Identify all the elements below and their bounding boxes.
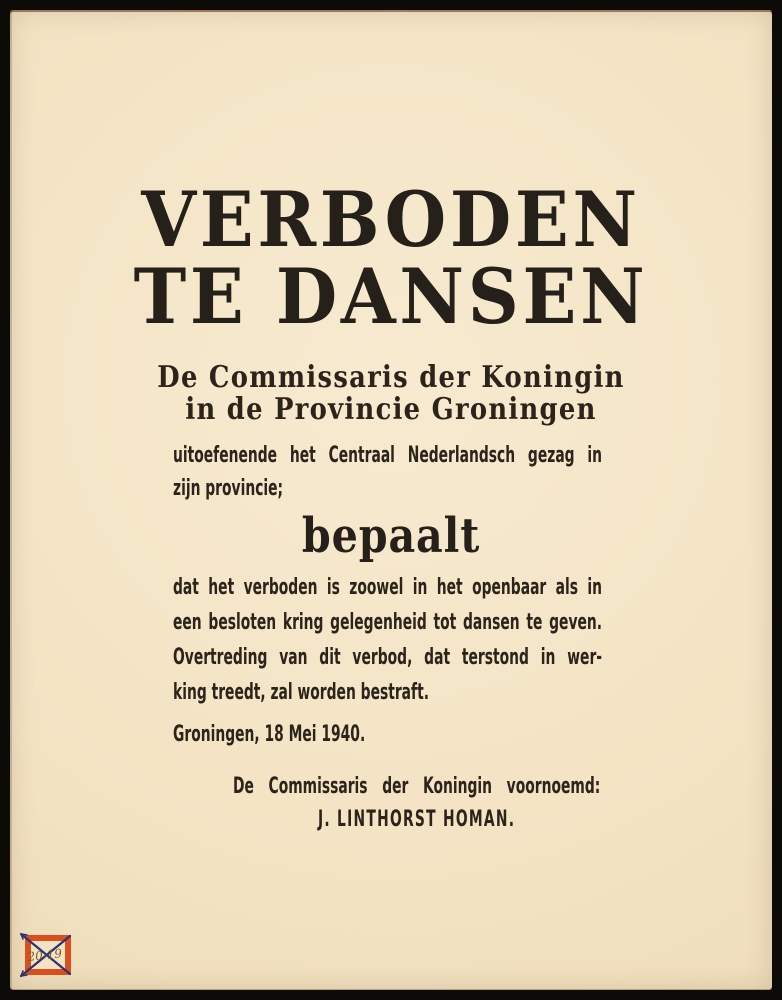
title-line: VERBODEN bbox=[141, 175, 641, 264]
capacity-line: zijn provincie; bbox=[173, 476, 284, 501]
poster-title bbox=[37, 175, 746, 341]
body-line: Overtreding van dit verbod, dat terstond in wer- bbox=[173, 645, 603, 670]
decree-word: bepaalt bbox=[301, 508, 481, 564]
crossed-stamp-icon bbox=[24, 933, 73, 977]
stamp-number: 20-19 bbox=[26, 946, 63, 964]
signature-block bbox=[233, 770, 600, 836]
title-line: TE DANSEN bbox=[133, 252, 649, 341]
decree-body bbox=[173, 570, 602, 710]
body-line: dat het verboden is zoowel in het openbaar als in bbox=[173, 575, 603, 600]
body-line: king treedt, zal worden bestraft. bbox=[173, 680, 429, 705]
archive-stamp bbox=[24, 933, 73, 977]
authority-line: De Commissaris der Koningin bbox=[157, 360, 625, 395]
signature-name: J. LINTHORST HOMAN. bbox=[317, 807, 516, 832]
authority-line: in de Provincie Groningen bbox=[185, 392, 597, 427]
authority-heading bbox=[63, 362, 718, 426]
poster-paper bbox=[10, 10, 772, 990]
signature-role: De Commissaris der Koningin voornoemd: bbox=[233, 774, 601, 799]
dateline: Groningen, 18 Mei 1940. bbox=[173, 722, 366, 747]
capacity-statement bbox=[173, 439, 602, 505]
body-line: een besloten kring gelegenheid tot dansen te geven. bbox=[173, 610, 603, 635]
capacity-line: uitoefenende het Centraal Nederlandsch gezag in bbox=[173, 443, 603, 468]
